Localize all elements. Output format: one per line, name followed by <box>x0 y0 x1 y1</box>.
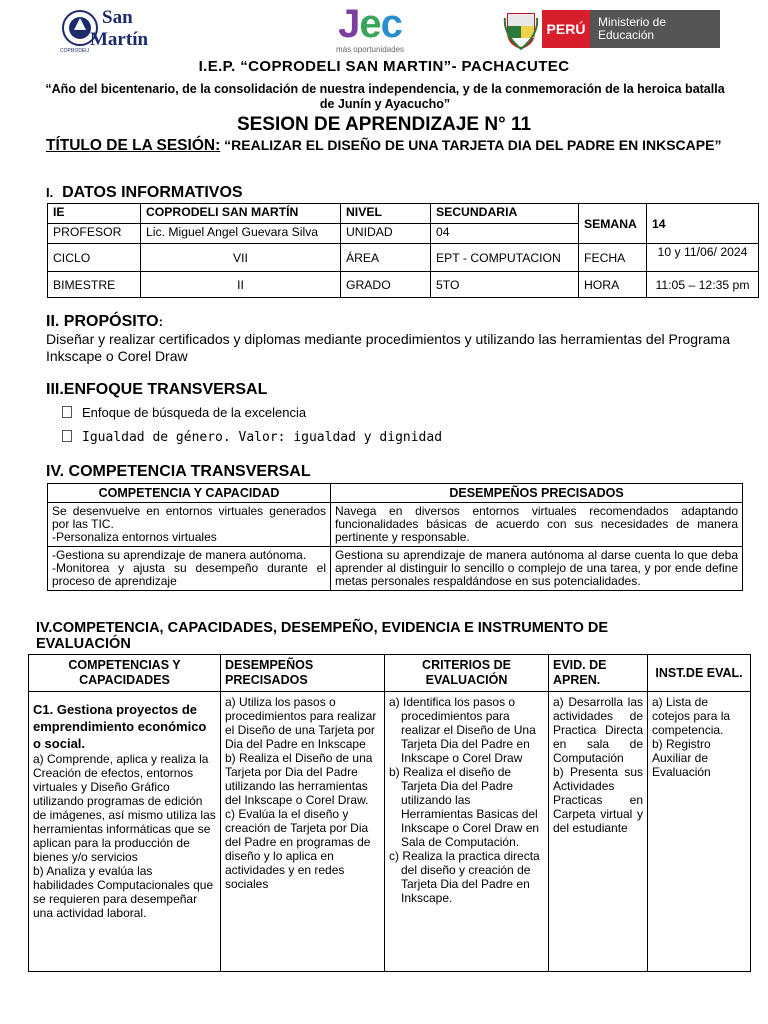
info-value-ie: COPRODELI SAN MARTÍN <box>141 204 341 224</box>
jec-tagline: más oportunidades <box>335 45 405 54</box>
proposito-text: Diseñar y realizar certificados y diplomas mediante procedimientos y utilizando las herramientas del Programa Inkscape o Corel Draw <box>46 331 730 364</box>
evidencia-item: a) Desarrolla las actividades de Practica Directa en sala de Computación <box>553 695 643 765</box>
school-name: I.E.P. “COPRODELI SAN MARTIN”- PACHACUTEC <box>198 58 570 75</box>
info-label-area: ÁREA <box>341 244 431 272</box>
info-value-nivel: SECUNDARIA <box>431 204 579 224</box>
competence-item: a) Comprende, aplica y realiza la Creación de efectos, entornos virtuales y Diseño Gráfico utilizando programas de edición de imágenes, así mismo utiliza las herramientas informáticas que se aplican para la producción de bienes y/o servicios <box>33 752 216 864</box>
peru-shield-icon <box>502 8 540 50</box>
transversal-cell <box>48 503 331 547</box>
criterio-item: a) Identifica los pasos o procedimientos para realizar el Diseño de Una Tarjeta Dia del Padre en Inkscape o Corel Draw <box>389 695 536 765</box>
section-evaluacion-heading: IV.COMPETENCIA, CAPACIDADES, DESEMPEÑO, EVIDENCIA E INSTRUMENTO DE EVALUACIÓN <box>36 620 609 652</box>
desempeno-item: c) Evalúa la el diseño y creación de Tarjeta por Dia del Padre en programas de diseño y lo aplica en actividades y en redes sociales <box>225 807 371 891</box>
desempenos-cell <box>221 692 385 972</box>
info-value-ciclo: VII <box>141 244 341 272</box>
transversal-desempeno: Gestiona su aprendizaje de manera autónoma al darse cuenta lo que deba aprender al distinguir lo sencillo o complejo de una tarea, y por ende define metas personales respaldándose en sus potencialidades. <box>331 547 743 591</box>
school-logo-line2: Martín <box>90 29 149 50</box>
enfoque-item-2: Igualdad de género. Valor: igualdad y dignidad <box>82 430 443 445</box>
school-logo-line1: San <box>102 7 133 28</box>
transversal-header-desempenos: DESEMPEÑOS PRECISADOS <box>331 484 743 503</box>
enfoque-item-1: Enfoque de búsqueda de la excelencia <box>82 405 307 420</box>
info-label-semana: SEMANA <box>579 204 647 244</box>
info-value-area: EPT - COMPUTACION <box>431 244 579 272</box>
table-row <box>48 503 743 547</box>
table-row <box>29 692 751 972</box>
session-title: SESION DE APRENDIZAJE N° 11 <box>236 114 532 135</box>
section-datos-num: I. <box>46 185 54 200</box>
transversal-header-competencia: COMPETENCIA Y CAPACIDAD <box>48 484 331 503</box>
table-row <box>48 204 759 224</box>
info-value-bimestre: II <box>141 272 341 298</box>
evaluation-table <box>28 654 751 972</box>
instrumentos-cell <box>648 692 751 972</box>
info-value-unidad: 04 <box>431 224 579 244</box>
bullet-icon <box>62 430 72 442</box>
section-proposito-heading <box>46 313 163 331</box>
evidencias-cell <box>549 692 648 972</box>
session-topic-label: TÍTULO DE LA SESIÓN <box>46 137 216 154</box>
desempeno-item: a) Utiliza los pasos o procedimientos para realizar el Diseño de una Tarjeta por Dia del Padre en Inkscape <box>225 695 377 751</box>
table-row <box>48 484 743 503</box>
evidencia-item: b) Presenta sus Actividades Practicas en Carpeta virtual y del estudiante <box>553 765 643 835</box>
info-value-hora: 11:05 – 12:35 pm <box>647 272 759 298</box>
info-label-hora: HORA <box>579 272 647 298</box>
transversal-cell <box>48 547 331 591</box>
section-enfoque-heading: III.ENFOQUE TRANSVERSAL <box>46 381 268 398</box>
section-datos-label: DATOS INFORMATIVOS <box>62 184 243 201</box>
school-logo-small: COPRODELI <box>60 48 90 54</box>
competencias-cell <box>29 692 221 972</box>
info-label-unidad: UNIDAD <box>341 224 431 244</box>
criterios-cell <box>385 692 549 972</box>
info-label-profesor: PROFESOR <box>48 224 141 244</box>
info-value-grado: 5TO <box>431 272 579 298</box>
info-value-profesor: Lic. Miguel Angel Guevara Silva <box>141 224 341 244</box>
section-datos-heading <box>46 184 243 202</box>
peru-label: PERÚ <box>542 10 590 48</box>
session-topic <box>46 137 736 154</box>
jec-logo <box>330 4 410 56</box>
criterio-item: c) Realiza la practica directa del diseño y creación de Tarjeta Dia del Padre en Inkscape. <box>389 849 540 905</box>
transversal-table <box>47 483 743 591</box>
info-value-fecha: 10 y 11/06/ 2024 <box>647 244 759 272</box>
eval-header-instrumentos: INST.DE EVAL. <box>648 655 751 692</box>
school-logo <box>60 4 155 56</box>
section-transversal-heading: IV. COMPETENCIA TRANSVERSAL <box>46 463 311 480</box>
session-topic-colon: : <box>215 137 221 154</box>
info-table <box>47 203 759 298</box>
list-item <box>62 430 442 445</box>
info-label-grado: GRADO <box>341 272 431 298</box>
info-value-semana: 14 <box>647 204 759 244</box>
competence-item: b) Analiza y evalúa las habilidades Computacionales que se requieren para desempeñar una actividad laboral. <box>33 864 214 920</box>
table-row <box>48 547 743 591</box>
info-label-ie: IE <box>48 204 141 224</box>
info-label-bimestre: BIMESTRE <box>48 272 141 298</box>
bullet-icon <box>62 406 72 418</box>
section-proposito-colon: : <box>158 314 163 329</box>
transversal-desempeno: Navega en diversos entornos virtuales recomendados adaptando funcionalidades básicas de acuerdo con sus necesidades de manera pertinente y responsable. <box>331 503 743 547</box>
instrumento-item: a) Lista de cotejos para la competencia. <box>652 695 731 737</box>
eval-header-evidencias: EVID. DE APREN. <box>549 655 648 692</box>
jec-logo-word: Jec <box>338 2 402 46</box>
ministry-logo <box>502 8 720 50</box>
session-topic-value: “REALIZAR EL DISEÑO DE UNA TARJETA DIA DEL PADRE EN INKSCAPE” <box>220 137 722 153</box>
table-row <box>48 244 759 272</box>
table-row <box>48 272 759 298</box>
table-row <box>29 655 751 692</box>
eval-header-competencias: COMPETENCIAS Y CAPACIDADES <box>29 655 221 692</box>
transversal-capacity: -Monitorea y ajusta su desempeño durante el proceso de aprendizaje <box>52 561 326 588</box>
list-item <box>62 405 306 420</box>
info-label-nivel: NIVEL <box>341 204 431 224</box>
criterio-item: b) Realiza el diseño de Tarjeta Dia del Padre utilizando las Herramientas Basicas del Inkscape o Corel Draw en Sala de Computación. <box>389 765 540 849</box>
year-motto: “Año del bicentenario, de la consolidación de nuestra independencia, y de la conmemoración de la heroica batalla de Junín y Ayacucho” <box>45 82 725 111</box>
section-proposito-label: II. PROPÓSITO <box>46 313 159 330</box>
desempeno-item: b) Realiza el Diseño de una Tarjeta por Dia del Padre utilizando las herramientas del Inkscape o Corel Draw. <box>225 751 373 807</box>
instrumento-item: b) Registro Auxiliar de Evaluación <box>652 737 711 779</box>
eval-header-criterios: CRITERIOS DE EVALUACIÓN <box>385 655 549 692</box>
transversal-capacity: Se desenvuelve en entornos virtuales generados por las TIC. <box>52 504 326 531</box>
eval-header-desempenos: DESEMPEÑOS PRECISADOS <box>221 655 385 692</box>
competence-title: C1. Gestiona proyectos de emprendimiento económico o social. <box>33 702 207 751</box>
transversal-capacity: -Gestiona su aprendizaje de manera autónoma. <box>52 548 307 562</box>
transversal-capacity: -Personaliza entornos virtuales <box>52 530 217 544</box>
ministry-label: Ministerio de Educación <box>590 10 720 48</box>
info-label-fecha: FECHA <box>579 244 647 272</box>
info-label-ciclo: CICLO <box>48 244 141 272</box>
